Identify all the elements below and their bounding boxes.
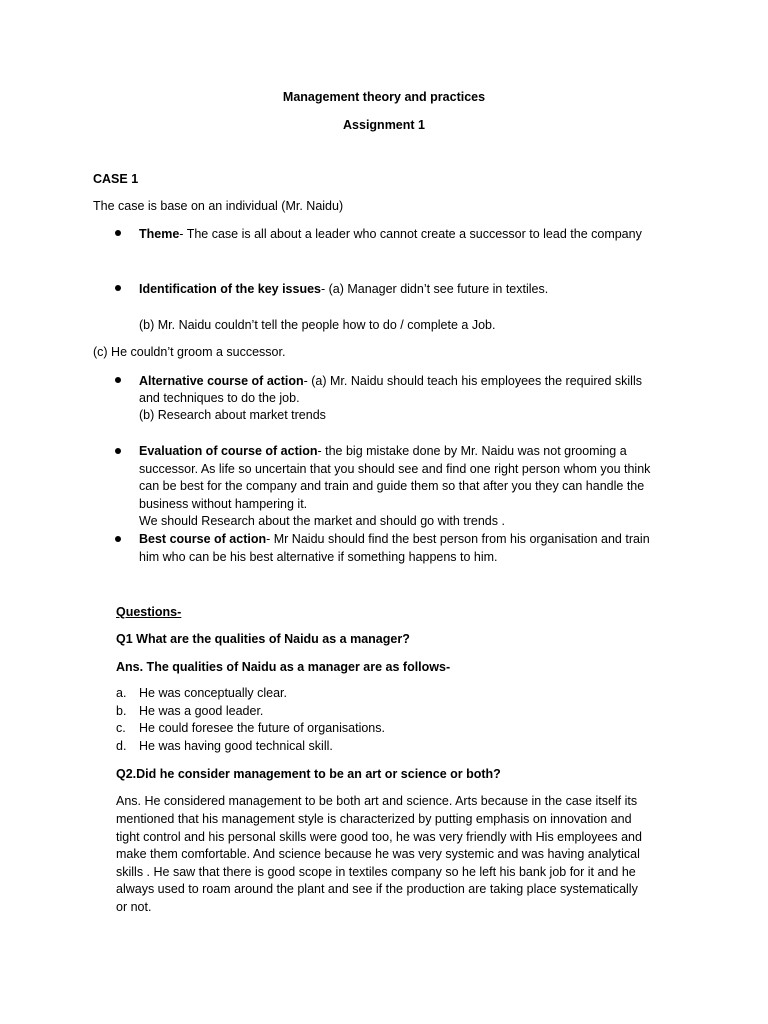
document-title: Management theory and practices xyxy=(282,90,486,104)
bullet-icon xyxy=(115,448,121,454)
question-1: Q1 What are the qualities of Naidu as a manager? xyxy=(116,632,410,646)
list-marker: c. xyxy=(116,721,126,735)
best-paragraph xyxy=(139,530,650,548)
bullet-icon xyxy=(115,377,121,383)
issues-paragraph xyxy=(139,280,548,298)
alternative-paragraph xyxy=(139,372,642,390)
evaluation-line3: can be best for the company and train and guide them so that after you they can handle the xyxy=(139,479,645,493)
bullet-icon xyxy=(115,285,121,291)
alternative-line1: - (a) Mr. Naidu should teach his employees the required skills xyxy=(303,374,642,388)
bullet-icon xyxy=(115,536,121,542)
list-item: He could foresee the future of organisations. xyxy=(139,721,385,735)
document-subtitle: Assignment 1 xyxy=(343,118,425,132)
answer-1-intro: Ans. The qualities of Naidu as a manager are as follows- xyxy=(116,660,451,674)
theme-paragraph xyxy=(139,225,642,243)
evaluation-line5: We should Research about the market and should go with trends . xyxy=(139,514,505,528)
evaluation-line4: business without hampering it. xyxy=(139,497,308,511)
answer-2-line: make them comfortable. And science because he was very systemic and was having analytical xyxy=(116,847,640,861)
answer-2-line: or not. xyxy=(116,900,152,914)
alternative-label: Alternative course of action xyxy=(139,374,304,388)
issues-label: Identification of the key issues xyxy=(139,282,321,296)
case-intro: The case is base on an individual (Mr. Naidu) xyxy=(93,199,344,213)
question-2: Q2.Did he consider management to be an art or science or both? xyxy=(116,767,501,781)
theme-label: Theme xyxy=(139,227,180,241)
list-item: He was having good technical skill. xyxy=(139,739,333,753)
list-item: He was a good leader. xyxy=(139,704,264,718)
issues-text: - (a) Manager didn’t see future in textiles. xyxy=(321,282,549,296)
theme-text: - The case is all about a leader who cannot create a successor to lead the company xyxy=(179,227,642,241)
case-heading: CASE 1 xyxy=(93,172,139,186)
bullet-icon xyxy=(115,230,121,236)
evaluation-label: Evaluation of course of action xyxy=(139,444,318,458)
best-label: Best course of action xyxy=(139,532,267,546)
evaluation-paragraph xyxy=(139,442,627,460)
answer-2-line: mentioned that his management style is characterized by putting emphasis on innovation and xyxy=(116,812,632,826)
questions-heading: Questions- xyxy=(116,605,182,619)
best-line2: him who can be his best alternative if something happens to him. xyxy=(139,550,498,564)
answer-2-line: tight control and his personal skills were good too, he was very friendly with His employees and xyxy=(116,830,642,844)
list-item: He was conceptually clear. xyxy=(139,686,287,700)
issues-b: (b) Mr. Naidu couldn’t tell the people how to do / complete a Job. xyxy=(139,318,496,332)
alternative-line2: and techniques to do the job. xyxy=(139,391,300,405)
answer-2-line: always used to roam around the plant and see if the production are taking place systematically xyxy=(116,882,638,896)
best-line1: - Mr Naidu should find the best person from his organisation and train xyxy=(266,532,650,546)
list-marker: a. xyxy=(116,686,127,700)
list-marker: b. xyxy=(116,704,127,718)
alternative-line3: (b) Research about market trends xyxy=(139,408,326,422)
answer-2-line: skills . He saw that there is good scope in textiles company so he left his bank job for it and he xyxy=(116,865,636,879)
evaluation-line2: successor. As life so uncertain that you should see and find one right person whom you think xyxy=(139,462,651,476)
evaluation-line1: - the big mistake done by Mr. Naidu was not grooming a xyxy=(317,444,627,458)
answer-2-line: Ans. He considered management to be both art and science. Arts because in the case itself its xyxy=(116,794,638,808)
issues-c: (c) He couldn’t groom a successor. xyxy=(93,345,286,359)
list-marker: d. xyxy=(116,739,127,753)
